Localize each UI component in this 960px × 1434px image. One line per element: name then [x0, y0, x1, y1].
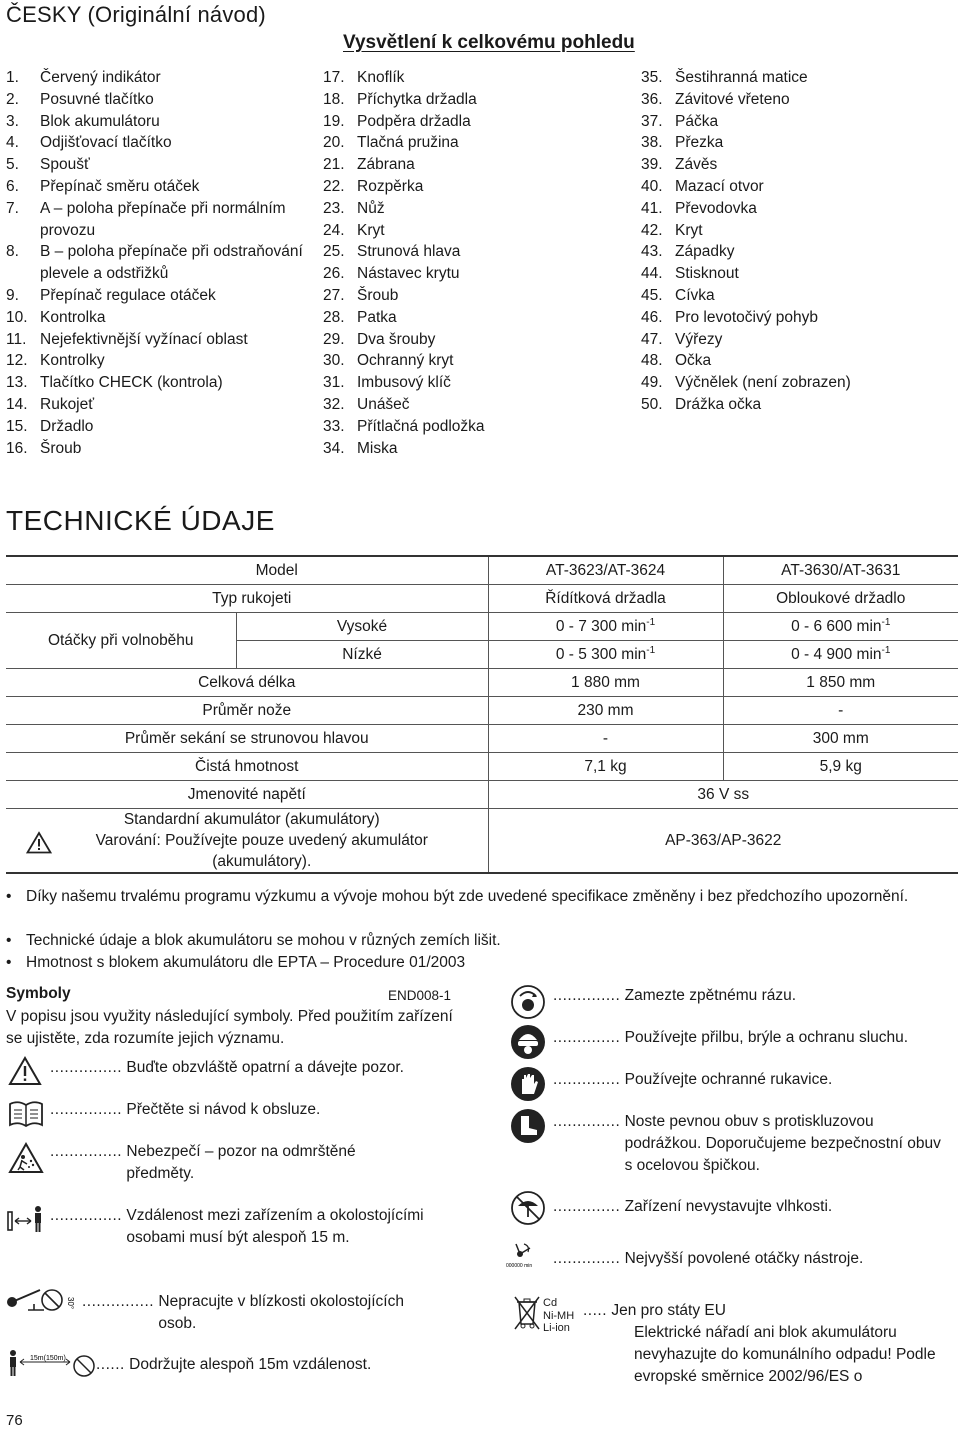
- list-item: 19. Podpěra držadla: [323, 112, 471, 130]
- table-row: [6, 725, 958, 753]
- list-item: 1. Červený indikátor: [6, 69, 161, 86]
- low-a: 0 - 5 300 $\min^{-1}$: [488, 641, 723, 669]
- symbol-row-max-speed: .............. Nejvyšší povolené otáčky nástroje.: [553, 1250, 864, 1267]
- specs-heading: TECHNICKÉ ÚDAJE: [6, 505, 275, 536]
- list-item: 34. Miska: [323, 439, 398, 457]
- list-item: 12. Kontrolky: [6, 352, 105, 370]
- list-item: 32. Unášeč: [323, 395, 410, 413]
- battery-label: Standardní akumulátor (akumulátory) Varování: Používejte pouze uvedený akumulátor (akumulátory).: [6, 809, 488, 874]
- table-row: [6, 781, 958, 809]
- list-item: 10. Kontrolka: [6, 308, 106, 326]
- handle-a: Řídítková držadla: [488, 585, 723, 613]
- weee-text: Elektrické nářadí ani blok akumulátoru nevyhazujte do komunálního odpadu! Podle evropské směrnice 2002/96/ES o: [634, 1324, 936, 1385]
- table-row: [6, 613, 958, 641]
- no-bystanders-icon: [4, 1284, 80, 1316]
- distance-person-icon: [6, 1204, 46, 1234]
- list-item: 29. Dva šrouby: [323, 330, 436, 348]
- list-item: 6. Přepínač směru otáček: [6, 177, 200, 195]
- battery-value: AP-363/AP-3622: [488, 809, 958, 874]
- list-item: 18. Příchytka držadla: [323, 90, 477, 108]
- symbols-intro: V popisu jsou využity následující symboly. Před použitím zařízení se ujistěte, zda rozumíte jejich významu.: [6, 1008, 453, 1047]
- blade-a: 230 mm: [488, 697, 723, 725]
- list-item: 42. Kryt: [641, 221, 703, 239]
- symbol-row-boots: .............. Noste pevnou obuv s protiskluzovou podrážkou. Doporučujeme bezpečnostní obuv s ocelovou špičkou.: [553, 1113, 941, 1174]
- list-item: 50. Drážka očka: [641, 395, 762, 413]
- symbol-row-gloves: .............. Používejte ochranné rukavice.: [553, 1071, 833, 1088]
- list-item: 36. Závitové vřeteno: [641, 90, 790, 108]
- list-item: 28. Patka: [323, 308, 397, 326]
- warning-triangle-icon: [26, 831, 52, 854]
- voltage-label: Jmenovité napětí: [6, 781, 488, 809]
- list-item: 24. Kryt: [323, 221, 385, 239]
- list-item: 26. Nástavec krytu: [323, 265, 460, 283]
- list-item: 5. Spoušť: [6, 156, 90, 174]
- thrown-objects-icon: [8, 1142, 44, 1174]
- list-item: 7. A – poloha přepínače při normálním provozu: [6, 199, 286, 239]
- voltage-value: 36 V ss: [488, 781, 958, 809]
- language-heading: ČESKY (Originální návod): [6, 2, 266, 27]
- svg-text:30°: 30°: [66, 1297, 75, 1310]
- weee-bin-icon: [512, 1294, 542, 1332]
- list-item: 33. Přítlačná podložka: [323, 417, 485, 435]
- list-item: 43. Západky: [641, 243, 735, 261]
- low-b: 0 - 4 900 $\min^{-1}$: [723, 641, 958, 669]
- length-label: Celková délka: [6, 669, 488, 697]
- list-item: 23. Nůž: [323, 199, 385, 217]
- parts-list-col3: [641, 67, 956, 416]
- symbol-row-moisture: .............. Zařízení nevystavujte vlhkosti.: [553, 1198, 833, 1215]
- low-label: Nízké: [236, 641, 488, 669]
- symbol-row-thrown: ............... Nebezpečí – pozor na odmrštěné předměty.: [50, 1143, 356, 1182]
- model-a: AT-3623/AT-3624: [488, 556, 723, 585]
- list-item: 35. Šestihranná matice: [641, 69, 808, 86]
- list-item: 14. Rukojeť: [6, 395, 95, 413]
- handle-b: Obloukové držadlo: [723, 585, 958, 613]
- list-item: 21. Zábrana: [323, 156, 415, 174]
- gloves-icon: [510, 1066, 546, 1102]
- open-book-icon: [8, 1100, 44, 1128]
- weight-a: 7,1 kg: [488, 753, 723, 781]
- list-item: 3. Blok akumulátoru: [6, 112, 160, 130]
- svg-text:000000 min: 000000 min: [506, 1263, 533, 1269]
- list-item: 13. Tlačítko CHECK (kontrola): [6, 374, 223, 392]
- weight-label: Čistá hmotnost: [6, 753, 488, 781]
- list-item: 31. Imbusový klíč: [323, 374, 451, 392]
- list-item: 2. Posuvné tlačítko: [6, 90, 154, 108]
- list-item: 4. Odjišťovací tlačítko: [6, 134, 172, 152]
- blade-b: -: [723, 697, 958, 725]
- list-item: 11. Nejefektivnější vyžínací oblast: [6, 330, 248, 348]
- list-item: 27. Šroub: [323, 286, 399, 304]
- kickback-icon: [510, 984, 546, 1020]
- length-a: 1 880 mm: [488, 669, 723, 697]
- list-item: 49. Výčnělek (není zobrazen): [641, 374, 851, 392]
- symbol-row-15m: ...... Dodržujte alespoň 15m vzdálenost.: [96, 1356, 372, 1373]
- speed-label: Otáčky při volnoběhu: [6, 613, 236, 669]
- symbol-row-eu: ..... Jen pro státy EU: [583, 1302, 726, 1319]
- list-item: 48. Očka: [641, 352, 712, 370]
- list-item: 40. Mazací otvor: [641, 177, 764, 195]
- model-label: Model: [6, 556, 488, 585]
- symbol-row-manual: ............... Přečtěte si návod k obsluze.: [50, 1101, 321, 1118]
- model-b: AT-3630/AT-3631: [723, 556, 958, 585]
- high-label: Vysoké: [236, 613, 488, 641]
- list-item: 8. B – poloha přepínače při odstraňování plevele a odstřižků: [6, 243, 303, 283]
- note-2: • Technické údaje a blok akumulátoru se mohou v různých zemích lišit.: [6, 932, 501, 949]
- page-number: 76: [6, 1412, 23, 1429]
- list-item: 45. Cívka: [641, 286, 715, 304]
- table-row: [6, 809, 958, 874]
- boots-icon: [510, 1108, 546, 1144]
- max-speed-icon: [506, 1240, 552, 1270]
- table-row: [6, 585, 958, 613]
- table-row: [6, 697, 958, 725]
- note-3: • Hmotnost s blokem akumulátoru dle EPTA – Procedure 01/2003: [6, 954, 466, 971]
- svg-text:15m(150m): 15m(150m): [30, 1355, 66, 1362]
- parts-list-col2: [323, 67, 623, 459]
- cut-b: 300 mm: [723, 725, 958, 753]
- list-item: 17. Knoflík: [323, 69, 405, 86]
- symbols-heading: Symboly: [6, 985, 71, 1002]
- symbol-row-attention: ............... Buďte obzvláště opatrní a dávejte pozor.: [50, 1059, 404, 1076]
- specs-table: [6, 555, 958, 874]
- list-item: 46. Pro levotočivý pohyb: [641, 308, 819, 326]
- symbol-row-helmet: .............. Používejte přilbu, brýle a ochranu sluchu.: [553, 1029, 909, 1046]
- weee-labels: Cd Ni-MH Li-ion: [543, 1297, 575, 1334]
- list-item: 9. Přepínač regulace otáček: [6, 286, 216, 304]
- list-item: 41. Převodovka: [641, 199, 757, 217]
- high-b: 0 - 6 600 $\min^{-1}$: [723, 613, 958, 641]
- symbols-code: END008-1: [388, 988, 452, 1003]
- weight-b: 5,9 kg: [723, 753, 958, 781]
- cut-a: -: [488, 725, 723, 753]
- warning-triangle-icon: [8, 1056, 42, 1086]
- table-row: [6, 753, 958, 781]
- list-item: 47. Výřezy: [641, 330, 723, 348]
- symbol-row-bystanders: ............... Nepracujte v blízkosti okolostojících osob.: [82, 1293, 404, 1332]
- list-item: 37. Páčka: [641, 112, 719, 130]
- table-row: [6, 556, 958, 585]
- high-a: 0 - 7 300 $\min^{-1}$: [488, 613, 723, 641]
- list-item: 16. Šroub: [6, 439, 82, 457]
- list-item: 15. Držadlo: [6, 417, 94, 435]
- symbol-row-distance: ............... Vzdálenost mezi zařízením a okolostojícími osobami musí být alespoň 15 m.: [50, 1207, 424, 1246]
- list-item: 20. Tlačná pružina: [323, 134, 459, 152]
- handle-label: Typ rukojeti: [6, 585, 488, 613]
- list-item: 25. Strunová hlava: [323, 243, 461, 261]
- list-item: 39. Závěs: [641, 156, 718, 174]
- list-item: 38. Přezka: [641, 134, 724, 152]
- parts-list-col1: [6, 67, 306, 459]
- keep-15m-icon: [4, 1348, 98, 1380]
- list-item: 30. Ochranný kryt: [323, 352, 454, 370]
- blade-label: Průměr nože: [6, 697, 488, 725]
- list-item: 22. Rozpěrka: [323, 177, 424, 195]
- symbol-row-kickback: .............. Zamezte zpětnému rázu.: [553, 987, 797, 1004]
- list-item: 44. Stisknout: [641, 265, 739, 283]
- note-1: • Díky našemu trvalému programu výzkumu a vývoje mohou být zde uvedené specifikace změněny i bez předchozího upozornění.: [6, 888, 909, 905]
- overview-heading: Vysvětlení k celkovému pohledu: [343, 32, 635, 53]
- cut-label: Průměr sekání se strunovou hlavou: [6, 725, 488, 753]
- no-rain-icon: [510, 1190, 546, 1226]
- table-row: [6, 669, 958, 697]
- helmet-goggles-icon: [510, 1024, 546, 1060]
- length-b: 1 850 mm: [723, 669, 958, 697]
